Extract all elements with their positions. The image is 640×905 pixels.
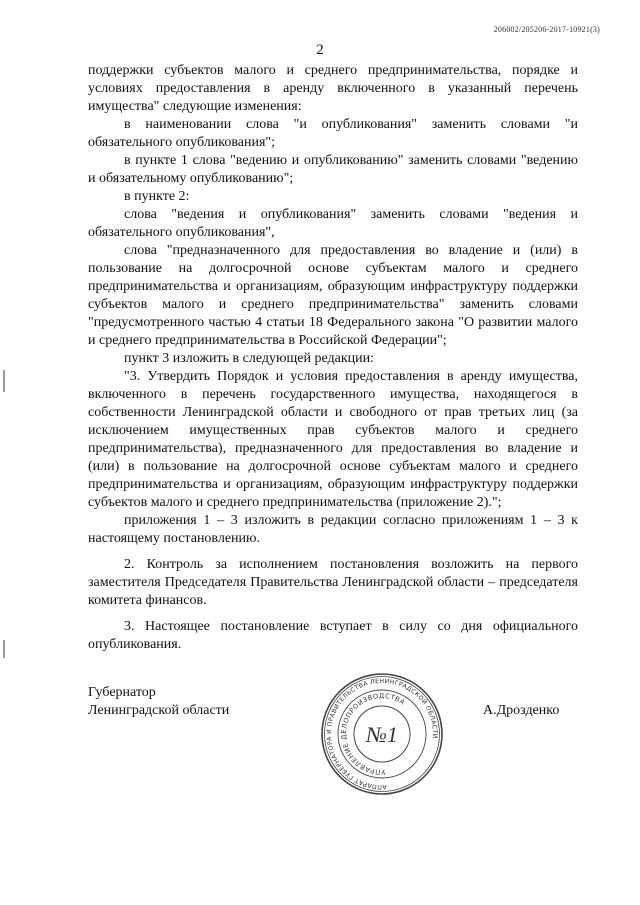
paragraph: в пункте 1 слова "ведению и опубликованию" заменить словами "ведению и обязательному опубликованию"; <box>88 153 578 186</box>
scan-margin-mark <box>3 640 5 658</box>
paragraph: пункт 3 изложить в следующей редакции: <box>124 351 374 366</box>
seal-number: №1 <box>366 722 398 747</box>
paragraph: 3. Настоящее постановление вступает в силу со дня официального опубликования. <box>88 619 578 652</box>
seal-outer-text: АППАРАТ ГУБЕРНАТОРА И ПРАВИТЕЛЬСТВА ЛЕНИНГРАДСКОЙ ОБЛАСТИ <box>325 677 439 791</box>
seal-inner-text: УПРАВЛЕНИЕ ДЕЛОПРОИЗВОДСТВА <box>339 691 407 777</box>
paragraph: слова "ведения и опубликования" заменить словами "ведения и обязательного опубликования", <box>88 207 578 240</box>
paragraph: слова "предназначенного для предоставления во владение и (или) в пользование на долгосрочной основе субъектам малого и среднего предпринимательства и организациям, образующим инфраструктуру поддержки субъектов малого и среднего предпринимательства" заменить словами "предусмотренного частью 4 статьи 18 Федерального закона "О развитии малого и среднего предпринимательства в Российской Федерации"; <box>88 243 578 348</box>
paragraph: в пункте 2: <box>124 189 190 204</box>
document-id: 206002/205206-2017-10921(3) <box>493 25 600 34</box>
signatory-name: А.Дрозденко <box>483 703 560 718</box>
official-seal <box>320 672 444 796</box>
paragraph: поддержки субъектов малого и среднего предпринимательства, порядке и условиях предоставления в аренду включенного в указанный перечень имущества" следующие изменения: <box>88 63 578 114</box>
document-body <box>88 62 578 654</box>
scan-margin-mark <box>3 370 5 392</box>
paragraph: "3. Утвердить Порядок и условия предоставления в аренду имущества, включенного в перечень государственного имущества, находящегося в собственности Ленинградской области и свободного от прав третьих лиц (за исключением имущественных прав субъектов малого и среднего предпринимательства), предназначенного для предоставления во владение и (или) в пользование на долгосрочной основе субъектам малого и среднего предпринимательства и организациям, образующим инфраструктуру поддержки субъектов малого и среднего предпринимательства (приложение 2)."; <box>88 369 578 510</box>
page-number: 2 <box>316 42 324 58</box>
signatory-title <box>88 684 229 720</box>
signatory-position: Губернатор <box>88 685 156 700</box>
paragraph: 2. Контроль за исполнением постановления возложить на первого заместителя Председателя Правительства Ленинградской области – председателя комитета финансов. <box>88 557 578 608</box>
paragraph: приложения 1 – 3 изложить в редакции согласно приложениям 1 – 3 к настоящему постановлению. <box>88 513 578 546</box>
signatory-region: Ленинградской области <box>88 703 230 718</box>
paragraph: в наименовании слова "и опубликования" заменить словами "и обязательного опубликования"; <box>88 117 578 150</box>
